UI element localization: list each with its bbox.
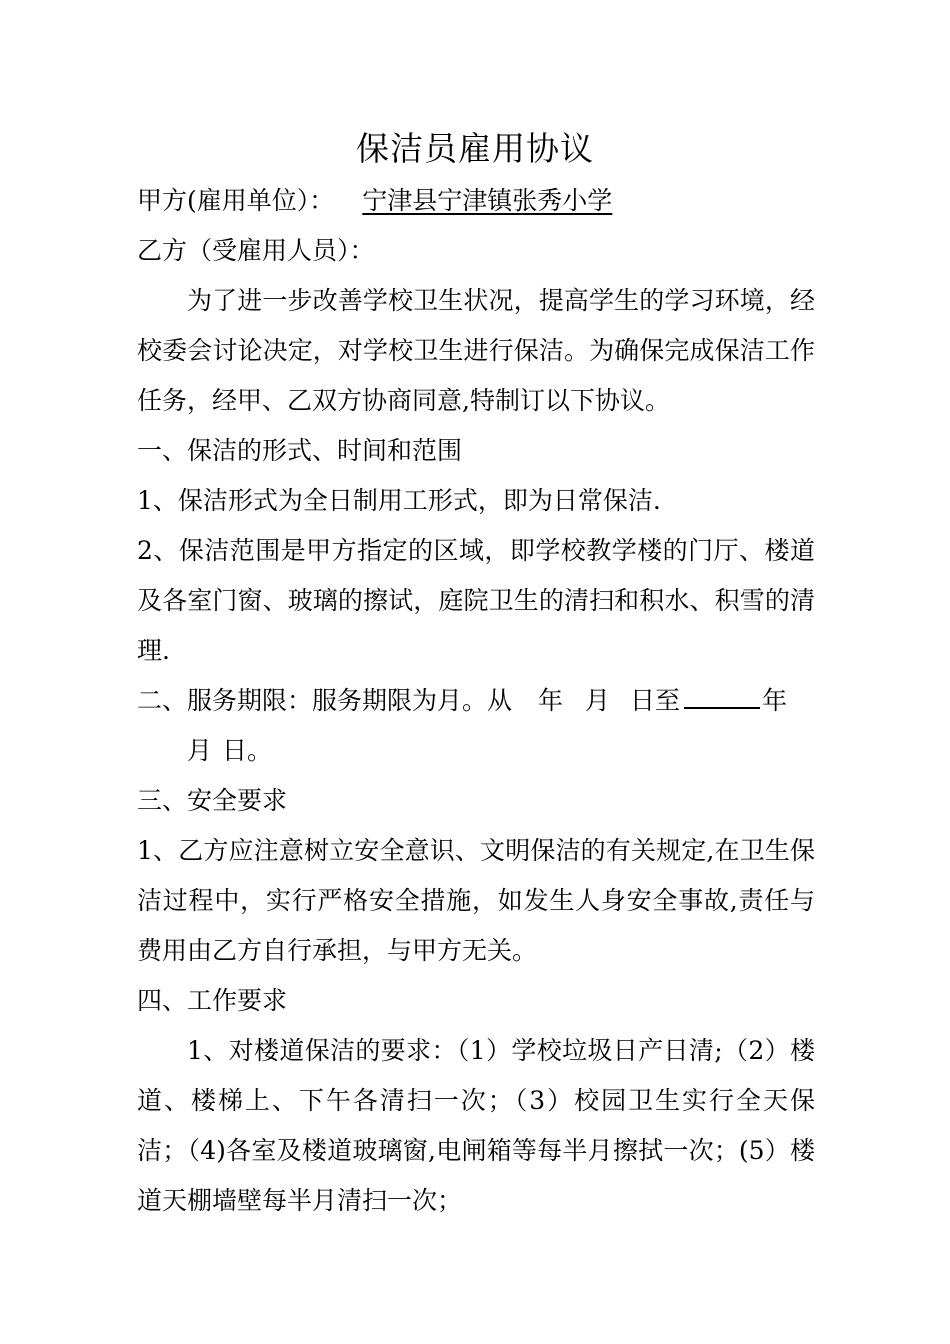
section2-text: 二、服务期限：服务期限为月。从 xyxy=(137,686,513,715)
party-a-label: 甲方(雇用单位）： xyxy=(137,186,335,215)
section1-heading: 一、保洁的形式、时间和范围 xyxy=(137,436,463,465)
section1-item2: 2、保洁范围是甲方指定的区域，即学校教学楼的门厅、楼道及各室门窗、玻璃的擦试，庭院卫生的清扫和积水、积雪的清理. xyxy=(137,536,815,665)
party-a-value: 宁津县宁津镇张秀小学 xyxy=(362,186,613,215)
section2-blank-line xyxy=(684,687,760,709)
section4-heading: 四、工作要求 xyxy=(137,986,288,1015)
section2-month2-label: 月 xyxy=(187,736,213,765)
intro-paragraph: 为了进一步改善学校卫生状况，提高学生的学习环境，经校委会讨论决定，对学校卫生进行保洁。为确保完成保洁工作任务，经甲、乙双方协商同意,特制订以下协议。 xyxy=(137,286,815,415)
section2-line-continued xyxy=(137,726,815,776)
section2-year-label: 年 xyxy=(538,686,564,715)
section3-heading: 三、安全要求 xyxy=(137,786,288,815)
party-b-label: 乙方（受雇用人员）： xyxy=(137,236,375,265)
section4-item1: 1、对楼道保洁的要求：（1）学校垃圾日产日清;（2）楼道、楼梯上、下午各清扫一次；（3）校园卫生实行全天保洁；（4)各室及楼道玻璃窗,电闸箱等每半月擦拭一次；(5）楼道天棚墙壁每半月清扫一次； xyxy=(137,1036,815,1215)
section3-item1: 1、乙方应注意树立安全意识、文明保洁的有关规定,在卫生保洁过程中，实行严格安全措施，如发生人身安全事故,责任与费用由乙方自行承担，与甲方无关。 xyxy=(137,836,815,965)
section2-day-to-label: 日至 xyxy=(630,686,681,715)
document-title: 保洁员雇用协议 xyxy=(356,129,594,168)
section1-item1: 1、保洁形式为全日制用工形式，即为日常保洁. xyxy=(137,486,661,515)
document-body xyxy=(137,176,815,1226)
section2-day2-label: 日。 xyxy=(222,736,273,765)
party-b-line xyxy=(137,226,815,276)
section2-month-label: 月 xyxy=(585,686,611,715)
section2-year2-label: 年 xyxy=(762,686,788,715)
party-a-line xyxy=(137,176,815,226)
section2-line xyxy=(137,676,815,726)
